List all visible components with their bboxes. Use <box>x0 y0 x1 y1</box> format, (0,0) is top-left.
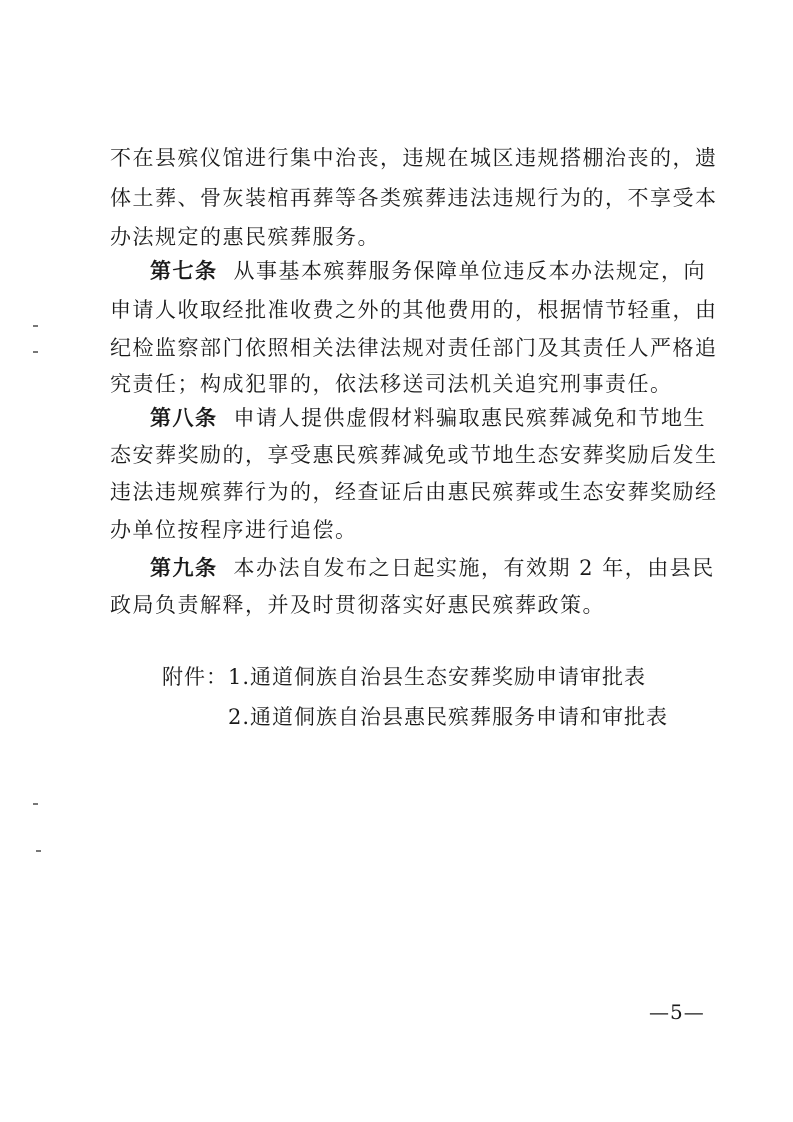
article9-text-1: 本办法自发布之日起实施，有效期 2 年，由县民 <box>233 556 715 580</box>
article7-line-1 <box>150 256 706 286</box>
article7-text-1: 从事基本殡葬服务保障单位违反本办法规定，向 <box>233 259 706 283</box>
article8-text-1: 申请人提供虚假材料骗取惠民殡葬减免和节地生 <box>233 406 706 430</box>
para1-line-3: 办法规定的惠民殡葬服务。 <box>110 225 380 249</box>
article8-heading: 第八条 <box>150 406 218 430</box>
scan-mark <box>33 351 38 353</box>
para1-line-1: 不在县殡仪馆进行集中治丧，违规在城区违规搭棚治丧的，遗 <box>110 146 718 170</box>
attachment-label: 附件： <box>162 665 228 689</box>
article8-line-2: 态安葬奖励的，享受惠民殡葬减免或节地生态安葬奖励后发生 <box>110 443 718 467</box>
scan-mark <box>36 850 41 852</box>
scan-mark <box>33 325 38 327</box>
article7-heading: 第七条 <box>150 259 218 283</box>
article9-line-1 <box>150 553 715 583</box>
article7-line-2: 申请人收取经批准收费之外的其他费用的，根据情节轻重，由 <box>110 298 718 322</box>
attachment-item-2: 2.通道侗族自治县惠民殡葬服务申请和审批表 <box>228 705 669 729</box>
article8-line-3: 违法违规殡葬行为的，经查证后由惠民殡葬或生态安葬奖励经 <box>110 480 718 504</box>
page-number: —5— <box>649 1000 705 1024</box>
article7-line-3: 纪检监察部门依照相关法律法规对责任部门及其责任人严格追 <box>110 336 718 360</box>
article8-line-1 <box>150 403 706 433</box>
scan-mark <box>33 803 38 805</box>
article9-heading: 第九条 <box>150 556 218 580</box>
attachment-item-1: 1.通道侗族自治县生态安葬奖励申请审批表 <box>228 665 647 689</box>
article9-line-2: 政局负责解释，并及时贯彻落实好惠民殡葬政策。 <box>110 593 605 617</box>
attachment-line-1 <box>162 662 646 692</box>
article8-line-4: 办单位按程序进行追偿。 <box>110 518 358 542</box>
article7-line-4: 究责任；构成犯罪的，依法移送司法机关追究刑事责任。 <box>110 372 673 396</box>
para1-line-2: 体土葬、骨灰装棺再葬等各类殡葬违法违规行为的，不享受本 <box>110 186 718 210</box>
